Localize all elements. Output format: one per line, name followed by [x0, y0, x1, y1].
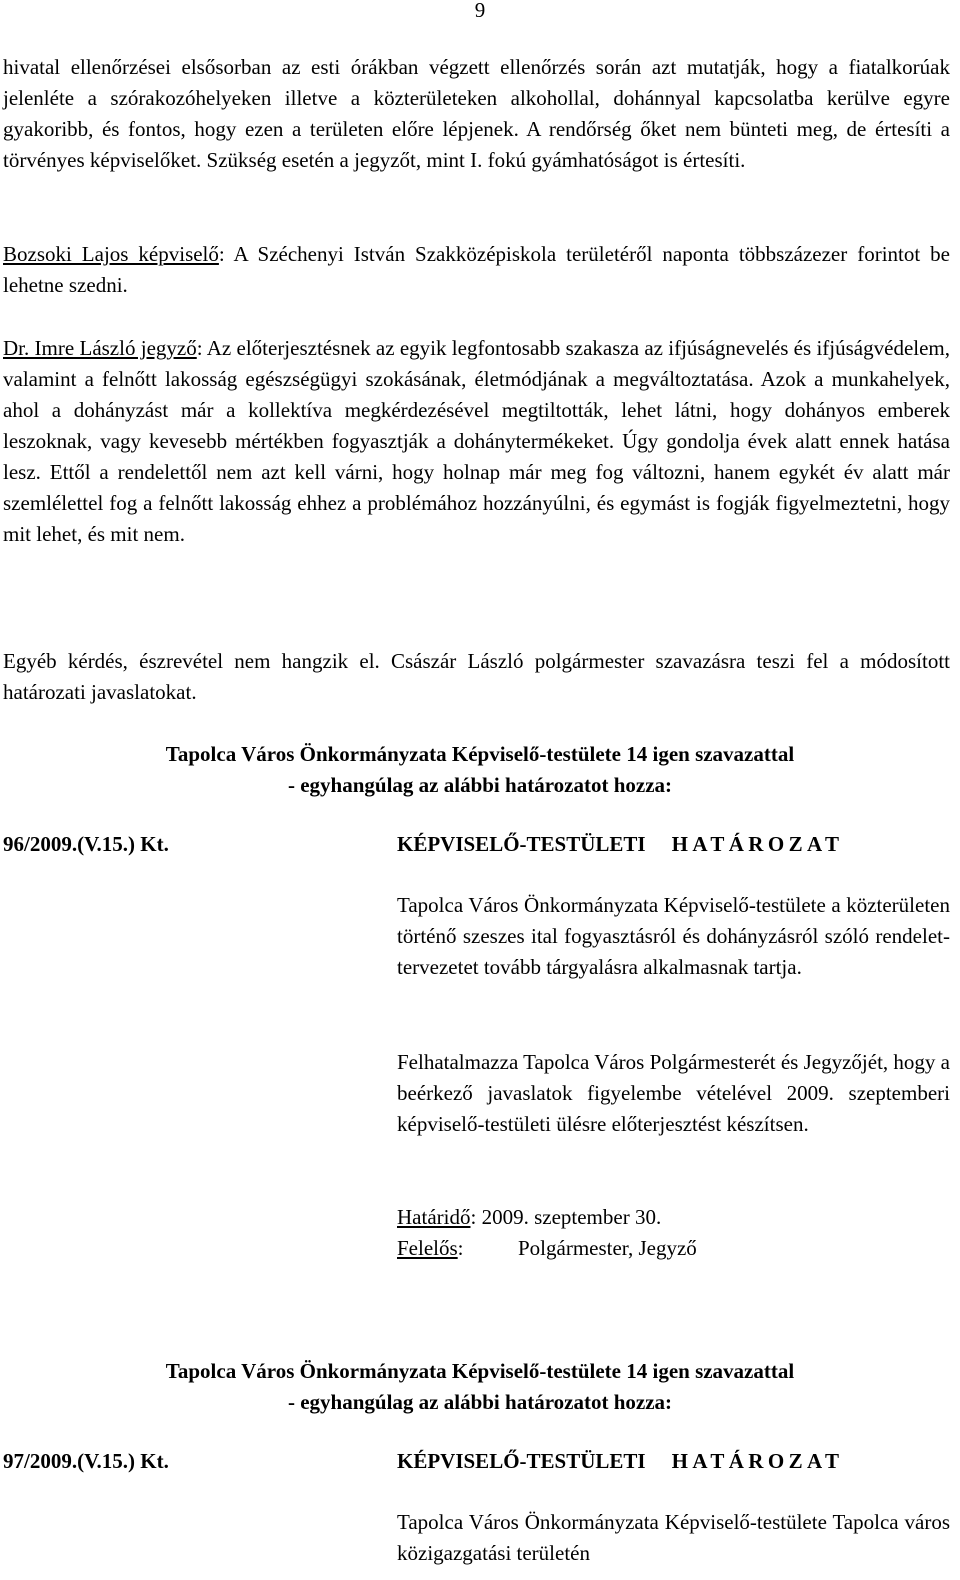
responsible-label: Felelős — [397, 1236, 458, 1260]
resolution-title-96-b: HATÁROZAT — [671, 832, 844, 856]
resolution-title-97-a: KÉPVISELŐ-TESTÜLETI — [397, 1449, 646, 1473]
paragraph-bozsoki — [3, 239, 950, 301]
resolution-title-96 — [397, 829, 937, 860]
deadline-row — [397, 1202, 661, 1233]
resolution-number-97: 97/2009.(V.15.) Kt. — [3, 1449, 169, 1473]
resolution-title-96-a: KÉPVISELŐ-TESTÜLETI — [397, 832, 646, 856]
vote-heading-1-line1: Tapolca Város Önkormányzata Képviselő-testülete 14 igen szavazattal — [165, 742, 795, 766]
speaker-imre-text: : Az előterjesztésnek az egyik legfontosabb szakasza az ifjúságnevelés és ifjúságvédelem, valamint a felnőtt lakosság egészségügyi szokásának, életmódjának a megváltoztatása. Azok a munkahelyek, ahol a dohányzást már a kollektíva megkérdezésével megtiltották, lehet látni, hogy dohányos emberek leszoknak, vagy kevesebb mértékben fogyasztják a dohánytermékeket. Úgy gondolja évek alatt ennek hatása lesz. Ettől a rendelettől nem azt kell várni, hogy holnap már meg fog változni, hanem egykét év alatt már szemlélettel fog a felnőtt lakosság ehhez a problémához hozzányúlni, és egymást is fogják figyelmeztetni, hogy mit lehet, és mit nem. — [3, 336, 951, 546]
page-number: 9 — [474, 0, 486, 22]
vote-heading-2-line2: - egyhangúlag az alábbi határozatot hozza: — [287, 1390, 673, 1414]
speaker-bozsoki: Bozsoki Lajos képviselő — [3, 242, 219, 266]
speaker-bozsoki-text: : A Széchenyi István Szakközépiskola területéről naponta többszázezer forintot be lehetne szedni. — [3, 242, 950, 297]
paragraph-vote-call: Egyéb kérdés, észrevétel nem hangzik el. Császár László polgármester szavazásra teszi fel a módosított határozati javaslatokat. — [3, 649, 950, 704]
speaker-imre: Dr. Imre László jegyző — [3, 336, 197, 360]
responsible-value: Polgármester, Jegyző — [518, 1236, 697, 1260]
deadline-value: 2009. szeptember 30. — [481, 1205, 662, 1229]
resolution-title-97 — [397, 1446, 937, 1477]
paragraph-imre — [3, 333, 950, 550]
resolution-title-97-b: HATÁROZAT — [671, 1449, 844, 1473]
vote-heading-2-line1: Tapolca Város Önkormányzata Képviselő-testülete 14 igen szavazattal — [165, 1359, 795, 1383]
resolution-96-body-1: Tapolca Város Önkormányzata Képviselő-testülete a közterületen történő szeszes ital fogyasztásról és dohányzásról szóló rendelet-tervezetet tovább tárgyalásra alkalmasnak tartja. — [397, 893, 950, 979]
deadline-colon: : — [470, 1205, 482, 1229]
responsible-row — [397, 1233, 697, 1264]
responsible-label-wrap: Felelős: — [397, 1236, 464, 1260]
resolution-number-96: 96/2009.(V.15.) Kt. — [3, 832, 169, 856]
vote-heading-1-line2: - egyhangúlag az alábbi határozatot hozza: — [287, 773, 673, 797]
resolution-96-body-2: Felhatalmazza Tapolca Város Polgármesterét és Jegyzőjét, hogy a beérkező javaslatok figyelembe vételével 2009. szeptemberi képviselő-testületi ülésre előterjesztést készítsen. — [397, 1050, 950, 1136]
deadline-label: Határidő — [397, 1205, 471, 1229]
resolution-97-body-1: Tapolca Város Önkormányzata Képviselő-testülete Tapolca város közigazgatási területén — [397, 1510, 950, 1565]
paragraph-police-report: hivatal ellenőrzései elsősorban az esti órákban végzett ellenőrzés során azt mutatják, hogy a fiatalkorúak jelenléte a szórakozóhelyeken illetve a közterületeken alkohollal, dohánnyal kapcsolatba kerülve egyre gyakoribb, és fontos, hogy ezen a területen előre lépjenek. A rendőrség őket nem bünteti meg, de értesíti a törvényes képviselőket. Szükség esetén a jegyzőt, mint I. fokú gyámhatóságot is értesíti. — [3, 55, 950, 172]
